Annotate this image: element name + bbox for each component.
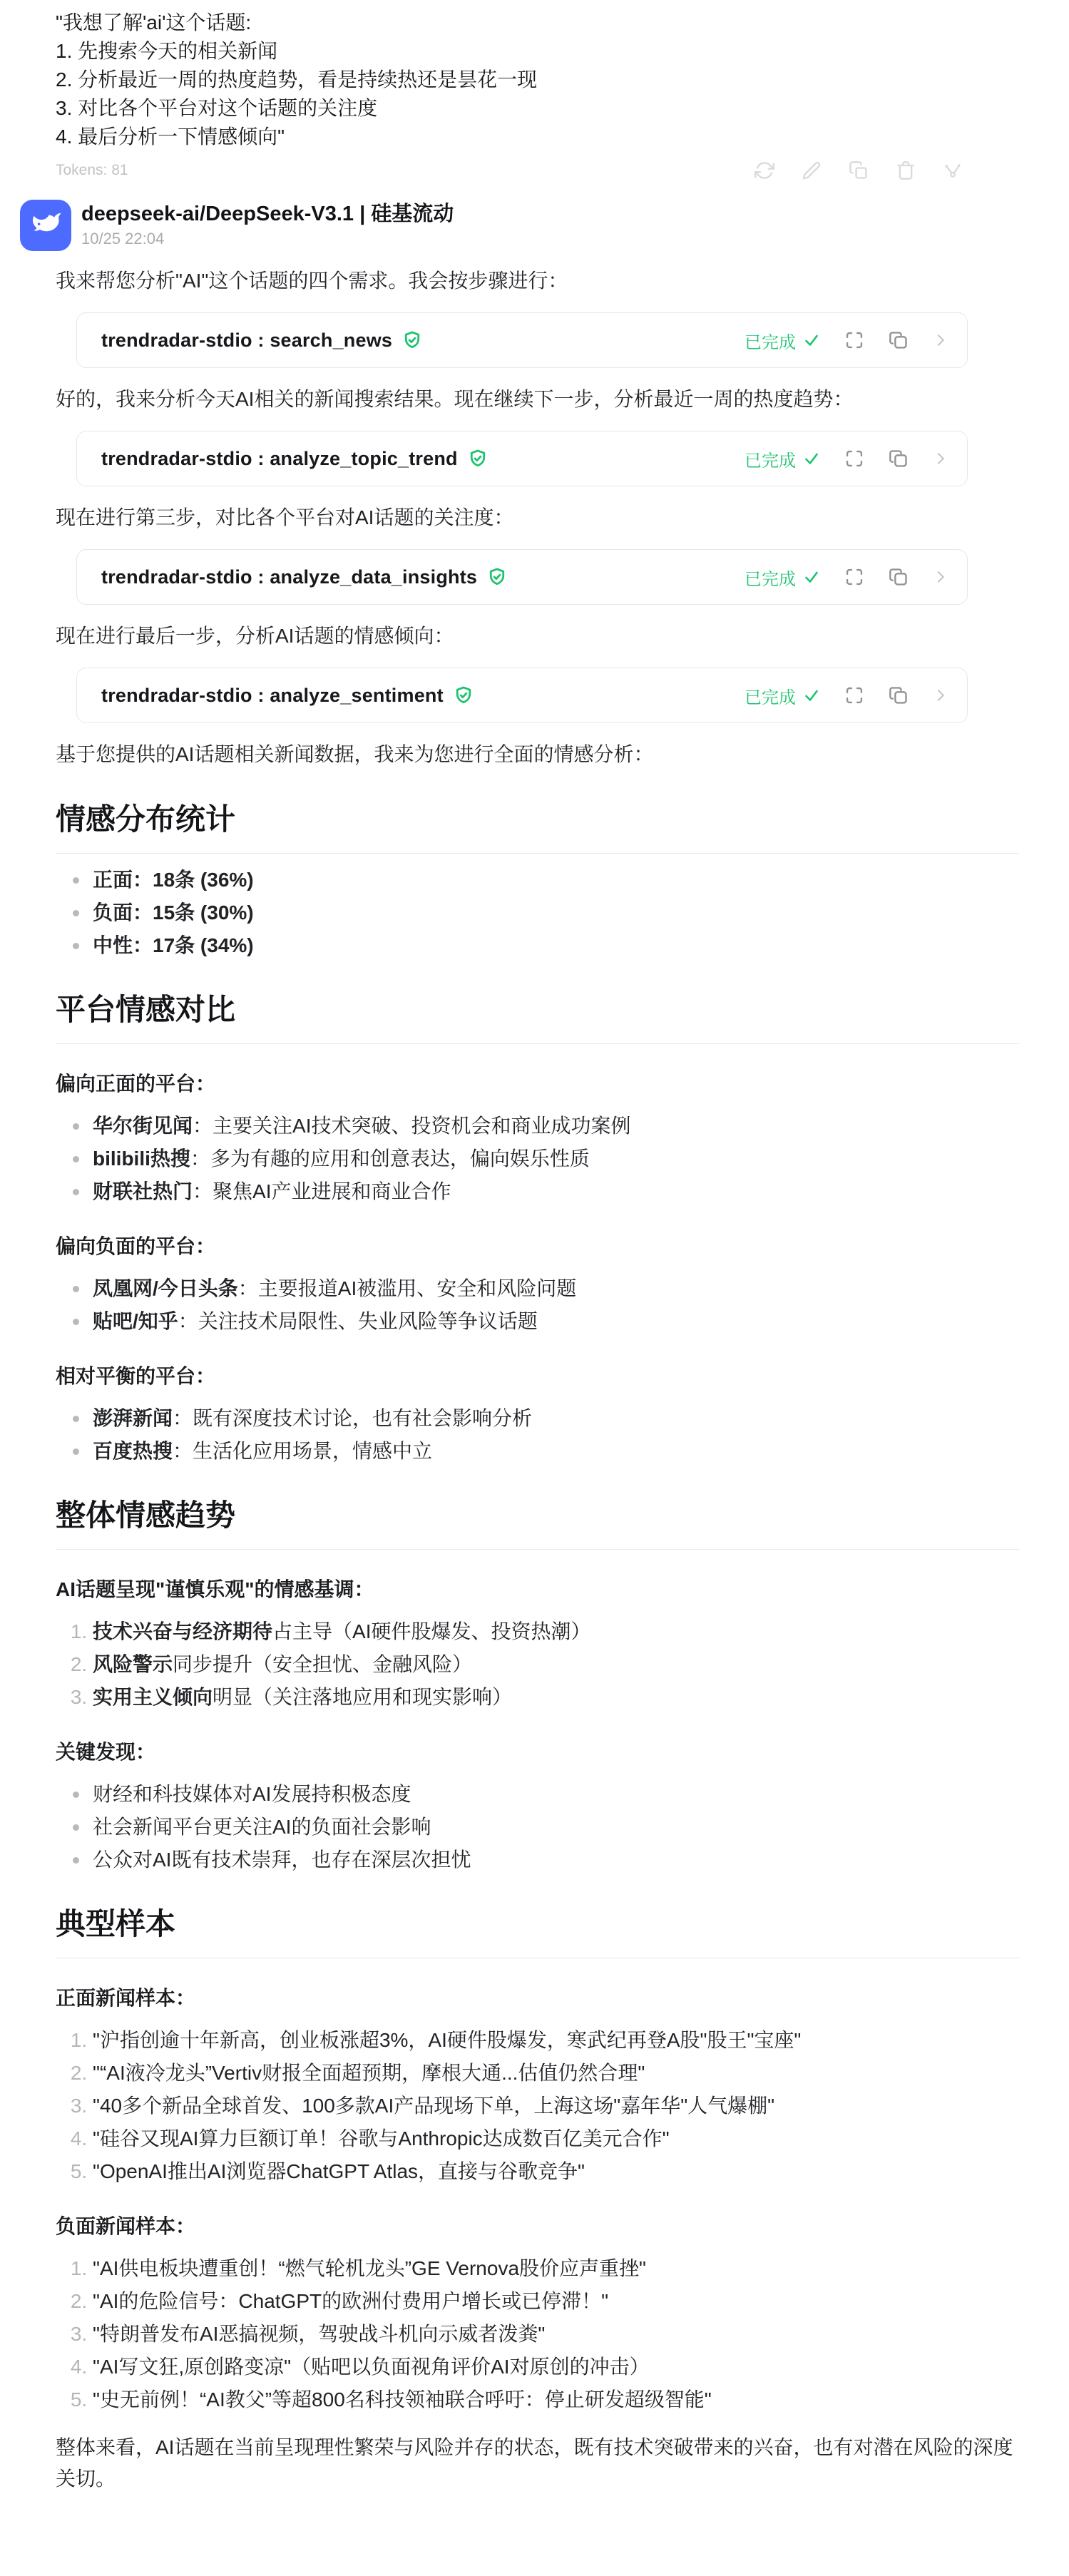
trend-tone-label: AI话题呈现"谨慎乐观"的情感基调： <box>56 1578 374 1600</box>
tool-name: trendradar-stdio : search_news <box>101 329 393 351</box>
user-message-line: "我想了解'ai'这个话题: <box>56 11 252 34</box>
check-icon <box>803 332 820 349</box>
shield-check-icon <box>468 449 488 469</box>
shield-check-icon <box>487 567 507 587</box>
list-item <box>93 865 1019 895</box>
platform-name: 华尔街见闻 <box>93 1115 193 1137</box>
assistant-paragraph: 好的，我来分析今天AI相关的新闻搜索结果。现在继续下一步，分析最近一周的热度趋势： <box>56 388 854 410</box>
copy-icon[interactable] <box>889 567 909 587</box>
list-item <box>93 1436 1019 1466</box>
list-item: 5. "OpenAI推出AI浏览器ChatGPT Atlas，直接与谷歌竞争" <box>93 2157 1019 2187</box>
positive-samples-list <box>56 2025 1019 2187</box>
tokens-count: Tokens: 81 <box>56 162 128 178</box>
tool-status-label: 已完成 <box>745 451 796 471</box>
assistant-header <box>20 200 1019 251</box>
key-findings-list <box>56 1779 1019 1875</box>
list-item <box>93 898 1019 928</box>
list-item: 2. "“AI液冷龙头”Vertiv财报全面超预期，摩根大通...估值仍然合理" <box>93 2058 1019 2088</box>
list-item <box>93 1177 1019 1207</box>
section-title-sentiment-stats: 情感分布统计 <box>56 802 1019 854</box>
list-item <box>93 1650 1019 1680</box>
tool-status <box>745 683 820 708</box>
sentiment-stats-list <box>56 865 1019 961</box>
platform-desc: ：多为有趣的应用和创意表达，偏向娱乐性质 <box>190 1148 590 1170</box>
list-item: 4. "AI写文狂,原创路变凉"（贴吧以负面视角评价AI对原创的冲击） <box>93 2352 1019 2382</box>
trend-keyword: 风险警示 <box>93 1653 173 1675</box>
branch-icon[interactable] <box>943 160 963 180</box>
shield-check-icon <box>402 330 422 350</box>
group-label-balanced-platforms: 相对平衡的平台： <box>56 1365 216 1387</box>
assistant-paragraph: 现在进行最后一步，分析AI话题的情感倾向： <box>56 625 454 647</box>
platform-desc: ：关注技术局限性、失业风险等争议话题 <box>178 1310 538 1332</box>
user-message-line: 3. 对比各个平台对这个话题的关注度 <box>56 97 378 119</box>
trend-keyword: 实用主义倾向 <box>93 1686 213 1708</box>
trend-keyword: 技术兴奋与经济期待 <box>93 1620 273 1642</box>
assistant-intro: 我来帮您分析"AI"这个话题的四个需求。我会按步骤进行： <box>56 270 568 292</box>
tool-status-label: 已完成 <box>745 688 796 707</box>
tool-name: trendradar-stdio : analyze_data_insights <box>101 566 478 588</box>
assistant-paragraph: 基于您提供的AI话题相关新闻数据，我来为您进行全面的情感分析： <box>56 743 654 765</box>
platform-name: 财联社热门 <box>93 1180 193 1202</box>
user-message-line: 4. 最后分析一下情感倾向" <box>56 126 285 148</box>
model-name: deepseek-ai/DeepSeek-V3.1 | 硅基流动 <box>81 203 454 225</box>
balanced-platforms-list <box>56 1404 1019 1466</box>
copy-icon[interactable] <box>889 330 909 350</box>
platform-name: 贴吧/知乎 <box>93 1310 178 1332</box>
platform-desc: ：主要关注AI技术突破、投资机会和商业成功案例 <box>193 1115 631 1137</box>
refresh-icon[interactable] <box>755 160 774 180</box>
platform-name: 百度热搜 <box>93 1440 173 1462</box>
edit-icon[interactable] <box>802 160 822 180</box>
trend-desc: 同步提升（安全担忧、金融风险） <box>173 1653 473 1675</box>
user-message-line: 2. 分析最近一周的热度趋势，看是持续热还是昙花一现 <box>56 68 538 91</box>
platform-desc: ：聚焦AI产业进展和商业合作 <box>193 1180 451 1202</box>
list-item: 财经和科技媒体对AI发展持积极态度 <box>93 1779 1019 1809</box>
chevron-right-icon[interactable] <box>933 569 948 585</box>
negative-platforms-list <box>56 1274 1019 1336</box>
list-item: 1. "沪指创逾十年新高，创业板涨超3%，AI硬件股爆发，寒武纪再登A股"股王"宝座" <box>93 2025 1019 2055</box>
deepseek-avatar <box>20 200 71 251</box>
platform-desc: ：主要报道AI被滥用、安全和风险问题 <box>237 1277 577 1299</box>
list-item: 3. "40多个新品全球首发、100多款AI产品现场下单，上海这场"嘉年华"人气爆棚" <box>93 2091 1019 2121</box>
platform-name: bilibili热搜 <box>93 1148 190 1170</box>
tool-status <box>745 565 820 590</box>
list-item <box>93 1682 1019 1712</box>
stat-positive: 正面：18条 (36%) <box>93 869 254 891</box>
shield-check-icon <box>454 685 474 705</box>
list-item: 3. "特朗普发布AI恶搞视频，驾驶战斗机向示威者泼粪" <box>93 2319 1019 2349</box>
copy-icon[interactable] <box>889 685 909 705</box>
tool-status-label: 已完成 <box>745 569 796 589</box>
list-item: 公众对AI既有技术崇拜，也存在深层次担忧 <box>93 1845 1019 1875</box>
user-message-line: 1. 先搜索今天的相关新闻 <box>56 40 278 62</box>
trash-icon[interactable] <box>896 160 916 180</box>
expand-icon[interactable] <box>844 330 864 350</box>
list-item <box>93 1274 1019 1304</box>
key-findings-label: 关键发现： <box>56 1741 156 1763</box>
negative-samples-label: 负面新闻样本： <box>56 2215 196 2237</box>
user-message <box>56 9 1019 151</box>
platform-desc: ：既有深度技术讨论，也有社会影响分析 <box>173 1407 533 1429</box>
tool-status-label: 已完成 <box>745 332 796 352</box>
list-item <box>93 1307 1019 1336</box>
tool-call-card-analyze-sentiment[interactable] <box>76 668 968 723</box>
trend-ordered-list <box>56 1617 1019 1712</box>
tool-call-card-analyze-topic-trend[interactable] <box>76 431 968 486</box>
platform-desc: ：生活化应用场景，情感中立 <box>173 1440 433 1462</box>
list-item <box>93 931 1019 961</box>
tool-status <box>745 328 820 353</box>
chevron-right-icon[interactable] <box>933 451 948 466</box>
chevron-right-icon[interactable] <box>933 332 948 348</box>
user-message-meta <box>56 160 1019 181</box>
positive-samples-label: 正面新闻样本： <box>56 1987 196 2009</box>
group-label-negative-platforms: 偏向负面的平台： <box>56 1235 216 1257</box>
check-icon <box>803 687 820 704</box>
list-item: 4. "硅谷又现AI算力巨额订单！谷歌与Anthropic达成数百亿美元合作" <box>93 2124 1019 2154</box>
list-item: 5. "史无前例！“AI教父”等超800名科技领袖联合呼吁：停止研发超级智能" <box>93 2385 1019 2415</box>
check-icon <box>803 568 820 586</box>
list-item <box>93 1404 1019 1433</box>
message-actions <box>755 160 963 180</box>
expand-icon[interactable] <box>844 685 864 705</box>
list-item: 1. "AI供电板块遭重创！“燃气轮机龙头”GE Vernova股价应声重挫" <box>93 2254 1019 2284</box>
closing-summary: 整体来看，AI话题在当前呈现理性繁荣与风险并存的状态，既有技术突破带来的兴奋，也有对潜在风险的深度关切。 <box>56 2436 1013 2490</box>
expand-icon[interactable] <box>844 567 864 587</box>
group-label-positive-platforms: 偏向正面的平台： <box>56 1073 216 1095</box>
copy-icon[interactable] <box>889 449 909 469</box>
tool-status <box>745 446 820 471</box>
copy-icon[interactable] <box>849 160 869 180</box>
section-title-samples: 典型样本 <box>56 1906 1019 1958</box>
platform-name: 澎湃新闻 <box>93 1407 173 1429</box>
list-item <box>93 1111 1019 1141</box>
assistant-identity <box>81 200 454 250</box>
list-item <box>93 1617 1019 1647</box>
section-title-platform-compare: 平台情感对比 <box>56 992 1019 1044</box>
assistant-paragraph: 现在进行第三步，对比各个平台对AI话题的关注度： <box>56 506 514 528</box>
stat-negative: 负面：15条 (30%) <box>93 901 254 924</box>
list-item: 社会新闻平台更关注AI的负面社会影响 <box>93 1812 1019 1842</box>
list-item: 2. "AI的危险信号：ChatGPT的欧洲付费用户增长或已停滞！" <box>93 2286 1019 2316</box>
tool-name: trendradar-stdio : analyze_topic_trend <box>101 447 458 469</box>
tool-call-card-analyze-data-insights[interactable] <box>76 549 968 605</box>
platform-name: 凤凰网/今日头条 <box>93 1277 238 1299</box>
expand-icon[interactable] <box>844 449 864 469</box>
trend-desc: 明显（关注落地应用和现实影响） <box>213 1686 513 1708</box>
tool-call-card-search-news[interactable] <box>76 312 968 368</box>
section-title-overall-trend: 整体情感趋势 <box>56 1498 1019 1550</box>
deepseek-whale-icon <box>26 206 65 245</box>
trend-desc: 占主导（AI硬件股爆发、投资热潮） <box>272 1620 591 1642</box>
tool-name: trendradar-stdio : analyze_sentiment <box>101 684 444 706</box>
list-item <box>93 1144 1019 1174</box>
chevron-right-icon[interactable] <box>933 688 948 703</box>
message-timestamp: 10/25 22:04 <box>81 230 165 247</box>
negative-samples-list <box>56 2254 1019 2415</box>
positive-platforms-list <box>56 1111 1019 1207</box>
check-icon <box>803 450 820 467</box>
stat-neutral: 中性：17条 (34%) <box>93 934 254 956</box>
